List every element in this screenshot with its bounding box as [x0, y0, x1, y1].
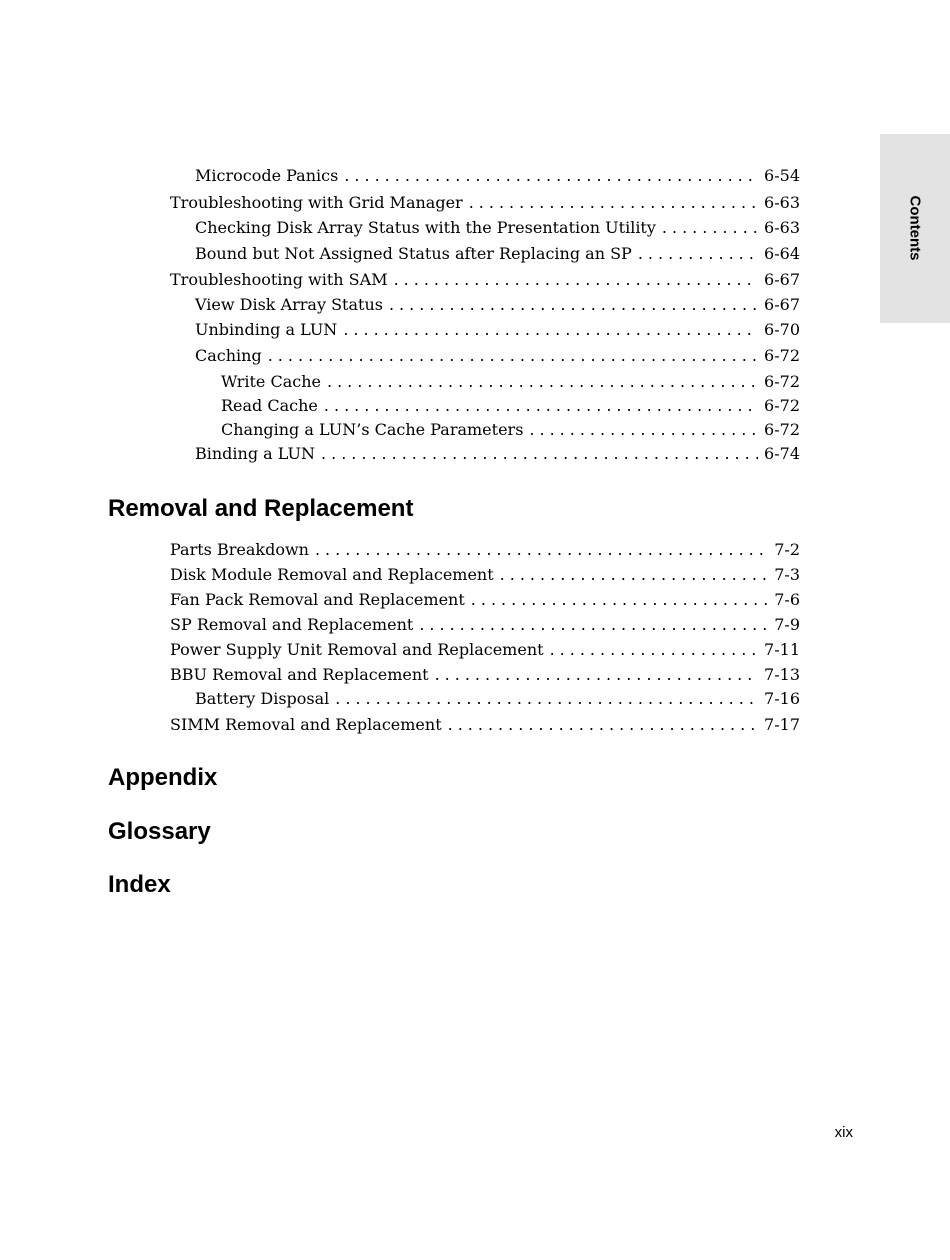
toc-entry-page: 6-63 — [764, 193, 800, 212]
toc-entry-title: Checking Disk Array Status with the Presentation Utility — [195, 218, 656, 237]
toc-entry-title: View Disk Array Status — [195, 295, 383, 314]
toc-entry[interactable] — [170, 614, 800, 636]
toc-entry-title: Read Cache — [221, 396, 318, 415]
toc-leader-dots — [469, 192, 758, 214]
contents-tab-label: Contents — [906, 195, 924, 261]
toc-entry-title: SIMM Removal and Replacement — [170, 715, 442, 734]
toc-entry-title: Battery Disposal — [195, 689, 330, 708]
toc-entry[interactable] — [195, 294, 800, 316]
toc-entry-title: Unbinding a LUN — [195, 320, 338, 339]
toc-entry-title: Changing a LUN’s Cache Parameters — [221, 420, 524, 439]
toc-entry[interactable] — [195, 217, 800, 239]
toc-entry[interactable] — [195, 688, 800, 710]
toc-leader-dots — [529, 419, 758, 441]
toc-entry-page: 7-9 — [774, 615, 800, 634]
toc-entry-title: Bound but Not Assigned Status after Replacing an SP — [195, 244, 632, 263]
toc-entry-title: Troubleshooting with SAM — [170, 270, 388, 289]
toc-entry-page: 7-16 — [764, 689, 800, 708]
toc-leader-dots — [343, 319, 758, 341]
toc-entry-page: 7-3 — [774, 565, 800, 584]
toc-leader-dots — [315, 539, 768, 561]
toc-entry[interactable] — [221, 371, 800, 393]
toc-entry-page: 6-72 — [764, 420, 800, 439]
toc-entry[interactable] — [195, 243, 800, 265]
toc-entry-title: SP Removal and Replacement — [170, 615, 414, 634]
toc-leader-dots — [335, 688, 758, 710]
toc-entry[interactable] — [170, 269, 800, 291]
toc-leader-dots — [662, 217, 758, 239]
toc-entry[interactable] — [170, 639, 800, 661]
toc-leader-dots — [550, 639, 758, 661]
toc-entry-page: 6-72 — [764, 396, 800, 415]
toc-leader-dots — [394, 269, 758, 291]
toc-entry[interactable] — [170, 664, 800, 686]
toc-entry[interactable] — [170, 714, 800, 736]
toc-leader-dots — [321, 443, 758, 465]
toc-entry[interactable] — [170, 564, 800, 586]
toc-entry-page: 6-67 — [764, 295, 800, 314]
toc-entry-page: 6-64 — [764, 244, 800, 263]
toc-entry[interactable] — [170, 539, 800, 561]
toc-entry-title: Binding a LUN — [195, 444, 316, 463]
section-heading-index[interactable]: Index — [108, 871, 171, 898]
page-number: xix — [834, 1124, 853, 1141]
toc-entry-title: Power Supply Unit Removal and Replacement — [170, 640, 544, 659]
toc-entry-page: 7-2 — [774, 540, 800, 559]
toc-entry-title: Write Cache — [221, 372, 321, 391]
toc-leader-dots — [471, 589, 768, 611]
toc-entry-page: 7-11 — [764, 640, 800, 659]
toc-entry[interactable] — [195, 345, 800, 367]
toc-entry[interactable] — [221, 395, 800, 417]
toc-entry-page: 7-17 — [764, 715, 800, 734]
contents-side-tab — [880, 134, 950, 323]
toc-entry[interactable] — [170, 589, 800, 611]
toc-entry[interactable] — [221, 419, 800, 441]
toc-leader-dots — [448, 714, 758, 736]
section-heading-removal-replacement[interactable]: Removal and Replacement — [108, 495, 414, 522]
toc-entry-title: BBU Removal and Replacement — [170, 665, 429, 684]
toc-entry-page: 6-54 — [764, 166, 800, 185]
toc-leader-dots — [344, 165, 758, 187]
toc-entry[interactable] — [195, 165, 800, 187]
toc-leader-dots — [324, 395, 758, 417]
section-heading-glossary[interactable]: Glossary — [108, 818, 211, 845]
toc-entry-page: 6-72 — [764, 372, 800, 391]
section-heading-appendix[interactable]: Appendix — [108, 764, 218, 791]
toc-entry-page: 6-72 — [764, 346, 800, 365]
toc-entry-title: Parts Breakdown — [170, 540, 309, 559]
toc-leader-dots — [268, 345, 758, 367]
toc-entry-title: Caching — [195, 346, 262, 365]
toc-leader-dots — [389, 294, 758, 316]
toc-leader-dots — [500, 564, 769, 586]
toc-entry-page: 6-70 — [764, 320, 800, 339]
toc-entry-page: 6-63 — [764, 218, 800, 237]
toc-leader-dots — [419, 614, 768, 636]
toc-entry-title: Disk Module Removal and Replacement — [170, 565, 494, 584]
toc-entry[interactable] — [195, 443, 800, 465]
toc-entry-page: 7-13 — [764, 665, 800, 684]
toc-leader-dots — [327, 371, 758, 393]
toc-leader-dots — [435, 664, 758, 686]
toc-entry-title: Troubleshooting with Grid Manager — [170, 193, 463, 212]
toc-entry-page: 6-74 — [764, 444, 800, 463]
toc-entry[interactable] — [195, 319, 800, 341]
toc-entry-page: 6-67 — [764, 270, 800, 289]
toc-entry-page: 7-6 — [774, 590, 800, 609]
toc-entry-title: Fan Pack Removal and Replacement — [170, 590, 465, 609]
toc-leader-dots — [638, 243, 758, 265]
toc-entry-title: Microcode Panics — [195, 166, 339, 185]
toc-entry[interactable] — [170, 192, 800, 214]
